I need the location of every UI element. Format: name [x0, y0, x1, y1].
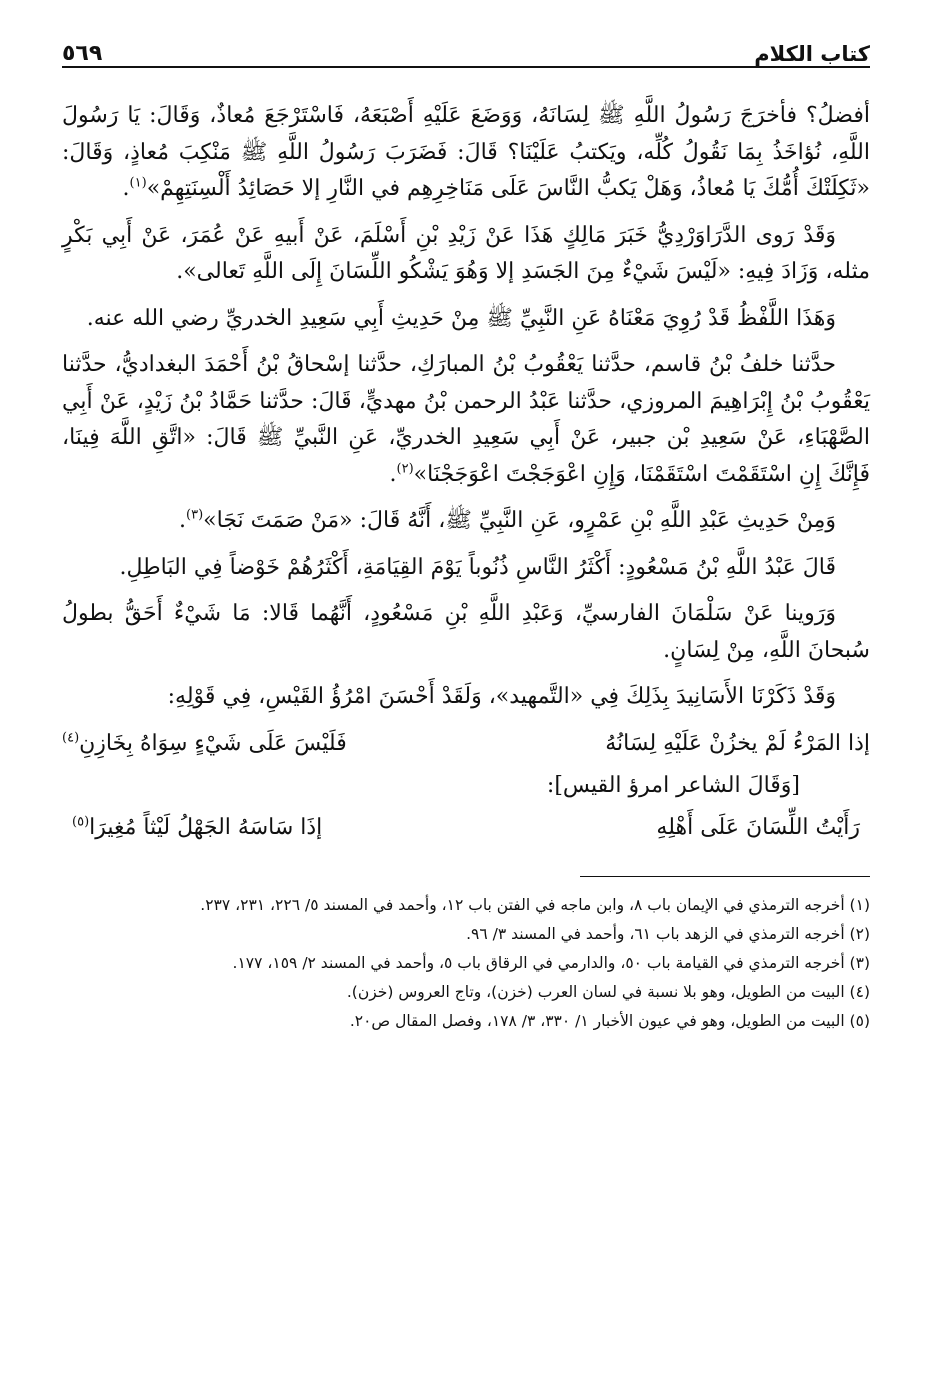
paragraph: أفضلُ؟ فأخرَجَ رَسُولُ اللَّهِ ﷺ لِسَانَهُ، وَوَضَعَ عَلَيْهِ أَصْبَعَهُ، فَاسْتَرْجَعَ مُعاذٌ، وَقَالَ: يَا رَسُولَ اللَّهِ، نُؤاخَذُ بِمَا نَقُولُ كُلِّه، ويَكتبُ عَلَيْنَا؟ قَالَ: فَضَرَبَ رَسُولُ اللَّهِ ﷺ مَنْكِبَ مُعاذٍ، وَقَالَ: «ثَكِلَتْكَ أُمُّكَ يَا مُعاذُ، وَهَلْ يَكبُّ النَّاسَ عَلَى مَنَاخِرِهِم في النَّارِ إلا حَصَائِدُ أَلْسِنَتِهِمْ»$^{(١)}$. — [62, 103, 870, 201]
verse-second-hemistich: إذَا سَاسَهُ الجَهْلُ لَيْثاً مُغِيرَا$^{(٥)}$ — [72, 814, 323, 840]
poem-verse — [62, 810, 870, 846]
verse-second-hemistich: فَلَيْسَ عَلَى شَيْءٍ سِوَاهُ بِخَازِنِ$^{(٤)}$ — [62, 730, 347, 756]
verse-first-hemistich: رَأَيْتُ اللِّسَانَ عَلَى أَهْلِهِ — [656, 814, 860, 840]
chapter-title: كتاب الكلام — [754, 42, 870, 66]
footnote-ref: (٣) — [186, 507, 204, 523]
footnote-ref: (١) — [129, 175, 147, 191]
main-text — [62, 98, 870, 846]
paragraph: وَهَذَا اللَّفْظُ قَدْ رُوِيَ مَعْنَاهُ عَنِ النَّبِيِّ ﷺ مِنْ حَدِيثِ أَبِي سَعِيدِ الخدريِّ رضي الله عنه. — [86, 305, 836, 331]
verse-first-hemistich: إذا المَرْءُ لَمْ يخزُنْ عَلَيْهِ لِسَانُهُ — [605, 730, 870, 756]
footnotes — [62, 891, 870, 1036]
footnote: (٢) أخرجه الترمذي في الزهد باب ٦١، وأحمد في المسند ٣/ ٩٦. — [466, 924, 870, 943]
paragraph: حدَّثنا خلفُ بْنُ قاسم، حدَّثنا يَعْقُوبُ بْنُ المبارَكِ، حدَّثنا إسْحاقُ بْنُ أَحْمَدَ البغداديُّ، حدَّثنا يَعْقُوبُ بْنُ إِبْرَاهِيمَ المروزي، حدَّثنا عَبْدُ الرحمن بْنُ مهديٍّ، قَالَ: حدَّثنا حَمَّادُ بْنُ زَيْدٍ، عَنْ أَبِي الصَّهْبَاءِ، عَنْ سَعِيدِ بْن جبير، عَنْ أَبِي سَعِيدِ الخدريِّ، عَنِ النَّبيِّ ﷺ قَالَ: «اتَّقِ اللَّهَ فِينَا، فَإِنَّكَ إِنِ اسْتَقَمْتَ اسْتَقَمْنَا، وَإِنِ اعْوَجَجْتَ اعْوَجَجْنَا»$^{(٢)}$. — [62, 352, 870, 487]
footnote-ref: (٥) — [72, 814, 90, 830]
footnote-ref: (٢) — [396, 461, 414, 477]
paragraph: وَرَوينا عَنْ سَلْمَانَ الفارسيِّ، وَعَبْدِ اللَّهِ بْنِ مَسْعُودٍ، أَنَّهُما قَالا: مَا شَيْءٌ أَحَقُّ بطولُ سُبحانَ اللَّهِ، مِنْ لِسَانٍ. — [62, 601, 870, 663]
paragraph: وَمِنْ حَدِيثِ عَبْدِ اللَّهِ بْنِ عَمْرٍو، عَنِ النَّبِيِّ ﷺ، أَنَّهُ قَالَ: «مَنْ صَمَتَ نَجَا»$^{(٣)}$. — [179, 507, 836, 533]
verse-intro: [وَقَالَ الشاعر امرؤ القيس]: — [546, 772, 800, 798]
footnote: (٥) البيت من الطويل، وهو في عيون الأخبار ١/ ٣٣٠، ٣/ ١٧٨، وفصل المقال ص٢٠. — [349, 1011, 870, 1030]
footnote: (١) أخرجه الترمذي في الإيمان باب ٨، وابن ماجه في الفتن باب ١٢، وأحمد في المسند ٥/ ٢٢٦، ٢٣١، ٢٣٧. — [200, 895, 870, 914]
footnote: (٤) البيت من الطويل، وهو بلا نسبة في لسان العرب (خزن)، وتاج العروس (خزن). — [346, 982, 870, 1001]
running-header — [62, 30, 870, 68]
paragraph: قَالَ عَبْدُ اللَّهِ بْنُ مَسْعُودٍ: أَكْثَرُ النَّاسِ ذُنُوباً يَوْمَ القِيَامَةِ، أَكْثَرُهُمْ خَوْضاً فِي البَاطِلِ. — [119, 554, 836, 580]
paragraph: وَقَدْ ذَكَرْنَا الأَسَانِيدَ بِذَلِكَ فِي «التَّمهيد»، وَلَقَدْ أَحْسَنَ امْرُؤُ القَيْسِ، فِي قَوْلِهِ: — [167, 684, 836, 709]
paragraph: وَقَدْ رَوى الدَّرَاوَرْدِيُّ خَبَرَ مَالِكٍ هَذَا عَنْ زَيْدِ بْنِ أَسْلَمَ، عَنْ أَبيهِ عَنْ عُمَرَ، عَنْ أَبِي بَكْرٍ مثله، وَزَادَ فِيهِ: «لَيْسَ شَيْءٌ مِنَ الجَسَدِ إلا وَهُوَ يَشْكُو اللِّسَانَ إِلَى اللَّهِ تَعالى». — [62, 222, 870, 284]
footnote-separator — [580, 876, 870, 877]
footnote: (٣) أخرجه الترمذي في القيامة باب ٥٠، والدارمي في الرقاق باب ٥، وأحمد في المسند ٢/ ١٥٩، ١٧٧. — [232, 953, 870, 972]
page-number: ٥٦٩ — [62, 41, 103, 66]
poem-verse — [62, 726, 870, 762]
footnote-ref: (٤) — [62, 730, 80, 746]
